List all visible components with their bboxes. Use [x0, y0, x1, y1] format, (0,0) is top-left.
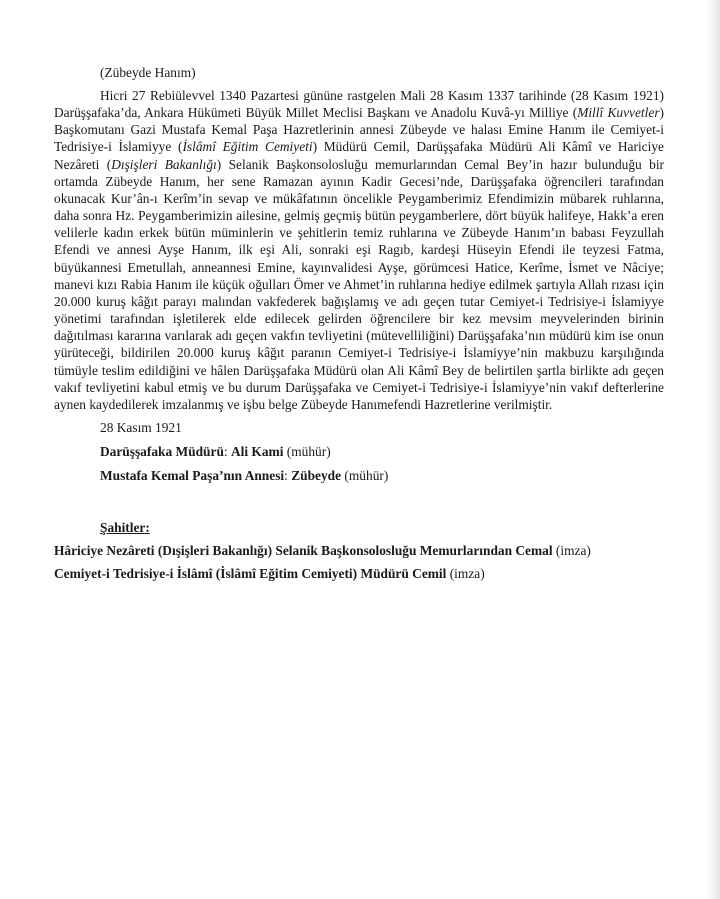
body-italic-2: İslâmî Eğitim Cemiyeti — [182, 139, 313, 155]
body-part-3: ) Müdürü Cemil, Darüşşafaka Müdürü Ali Kâmî ve Hariciye Nezâreti ( — [54, 139, 664, 172]
signature-label: Mustafa Kemal Paşa’nın Annesi — [100, 467, 285, 483]
signature-name: Zübeyde — [291, 467, 342, 483]
body-part-4: ) Selanik Başkonsolosluğu memurlarından Cemal Bey’in hazır bulunduğu bir ortamda Zübeyde Hanım, her sene Ramazan ayının Kadir Gecesi’nde, Darüşşafaka öğrencileri tarafından okunacak Kur’ân-ı Kerîm’in sevap ve mükâfatının öncelikle Peygamberimiz Efendimizin mübarek ruhlarına, daha sonra Hz. Peygamberimizin ailesine, gelmiş geçmiş bütün peygamberlere, dört büyük halifeye, Hakk’a eren velilerle kadın erkek bütün müminlerin ve şehitlerin temiz ruhlarına ve Zübeyde Hanım’ın babası Feyzullah Efendi ve annesi Ayşe Hanım, ilk eşi Ali, sonraki eşi Ragıb, kardeşi Hüseyin Efendi ile teyzesi Fatma, büyükannesi Emetullah, anneannesi Emine, kayınvalidesi Ayşe, görümcesi Hatice, Kerîme, İsmet ve Nâciye; manevi kızı Rabia Hanım ile küçük oğulları Ömer ve Ahmet’in ruhlarına hediye edilmek şartıyla Allah rızası için 20.000 kuruş kâğıt parayı malından vakfederek bağışlamış ve adı geçen tutar Cemiyet-i Tedrisiye-i İslamiyye yönetimi tarafından işletilerek elde edilecek gelirden öğrencilere bir kez mevsim meyvelerinden birinin dağıtılması kararına varılarak adı geçen vakfın tevliyetini (mütevelliliğini) Darüşşafaka’nın müdürü kim ise onun yürüteceği, bildirilen 20.000 kuruş kâğıt paranın Cemiyet-i Tedrisiye-i İslamiyye’nin makbuzu karşılığında tümüyle teslim edildiğini ve hâlen Darüşşafaka Müdürü olan Ali Kâmî Bey de belirtilen şartla birlikte adı geçen vakıf tevliyetini kabul etmiş ve bu durum Darüşşafaka ve Cemiyet-i Tedrisiye-i İslamiyye’nin vakıf defterlerine aynen kaydedilerek imzalanmış ve işbu belge Zübeyde Hanımefendi Hazretlerine verilmiştir. — [54, 156, 665, 412]
salutation: (Zübeyde Hanım) — [100, 65, 196, 80]
witness-text: Cemiyet-i Tedrisiye-i İslâmî (İslâmî Eğitim Cemiyeti) Müdürü Cemil — [54, 565, 447, 581]
witness-note: (imza) — [446, 565, 485, 581]
page-edge-shadow — [706, 0, 720, 899]
signature-label: Darüşşafaka Müdürü — [100, 443, 224, 459]
signature-director — [100, 443, 664, 460]
signature-mother — [100, 467, 664, 484]
signature-note: (mühür) — [283, 443, 331, 459]
body-paragraph — [54, 87, 664, 413]
witness-line — [54, 542, 664, 559]
witness-line — [54, 565, 664, 582]
body-part-1: Hicri 27 Rebiülevvel 1340 Pazartesi gününe rastgelen Mali 28 Kasım 1337 tarihinde (28 Kasım 1921) Darüşşafaka’da, Ankara Hükümeti Büyük Millet Meclisi Başkanı ve Anadolu Kuvâ-yı Milliye ( — [54, 88, 664, 121]
document-date: 28 Kasım 1921 — [100, 419, 182, 435]
signature-separator: : — [223, 443, 231, 459]
witnesses-heading: Şahitler: — [100, 519, 150, 535]
body-part-2: ) Başkomutanı Gazi Mustafa Kemal Paşa Hazretlerinin annesi Zübeyde ve halası Emine Hanım ile Cemiyet-i Tedrisiye-i İslamiyye ( — [54, 105, 664, 155]
witness-text: Hâriciye Nezâreti (Dışişleri Bakanlığı) Selanik Başkonsolosluğu Memurlarından Cemal — [54, 542, 553, 558]
signature-name: Ali Kami — [230, 443, 284, 459]
body-italic-1: Millî Kuvvetler — [577, 105, 660, 121]
signature-separator: : — [284, 467, 292, 483]
body-italic-3: Dışişleri Bakanlığı — [111, 156, 217, 172]
witness-note: (imza) — [552, 542, 591, 558]
document-content — [54, 64, 664, 582]
signature-note: (mühür) — [341, 467, 389, 483]
